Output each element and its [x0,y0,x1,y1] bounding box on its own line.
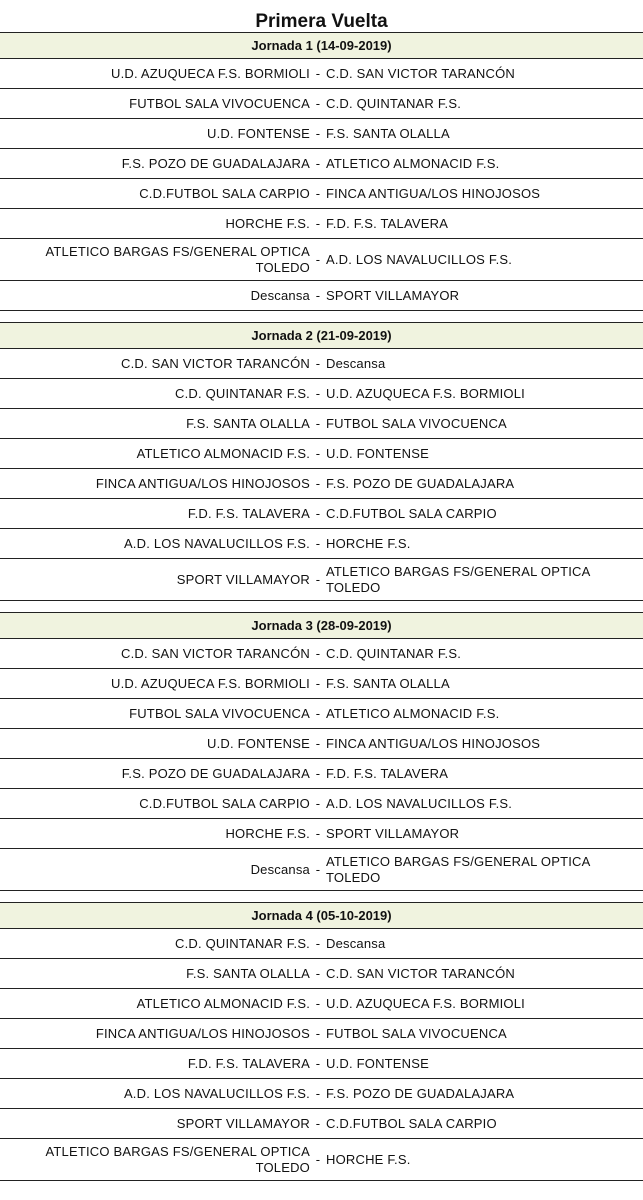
home-team: F.S. POZO DE GUADALAJARA [121,765,310,781]
match-row [0,559,643,601]
match-row [0,959,643,989]
away-team: U.D. AZUQUECA F.S. BORMIOLI [326,995,525,1011]
match-row [0,1079,643,1109]
match-row [0,409,643,439]
home-team: C.D. SAN VICTOR TARANCÓN [121,645,310,661]
home-team: HORCHE F.S. [225,215,310,231]
match-row [0,469,643,499]
away-team: C.D. SAN VICTOR TARANCÓN [326,65,515,81]
match-separator: - [315,1086,321,1101]
match-separator: - [315,216,321,231]
home-team: A.D. LOS NAVALUCILLOS F.S. [123,1085,310,1101]
home-team: FINCA ANTIGUA/LOS HINOJOSOS [95,475,310,491]
match-row [0,379,643,409]
match-row [0,1109,643,1139]
home-team: C.D.FUTBOL SALA CARPIO [139,795,310,811]
away-team: U.D. FONTENSE [326,445,429,461]
jornada-spacer [0,311,643,322]
home-team: Descansa [250,287,310,303]
match-separator: - [315,1152,321,1167]
home-team: A.D. LOS NAVALUCILLOS F.S. [123,535,310,551]
jornadas-list [0,32,643,1181]
away-team: U.D. FONTENSE [326,1055,429,1071]
match-row [0,1019,643,1049]
match-separator: - [315,476,321,491]
home-team: ATLETICO ALMONACID F.S. [136,445,310,461]
away-team: ATLETICO ALMONACID F.S. [326,155,500,171]
match-separator: - [315,252,321,267]
away-team: HORCHE F.S. [326,535,411,551]
away-team: ATLETICO ALMONACID F.S. [326,705,500,721]
away-team: ATLETICO BARGAS FS/GENERAL OPTICA TOLEDO [326,853,590,885]
match-row [0,119,643,149]
jornada-spacer [0,891,643,902]
jornada-spacer [0,601,643,612]
away-team: FINCA ANTIGUA/LOS HINOJOSOS [326,185,541,201]
match-separator: - [315,966,321,981]
match-separator: - [315,356,321,371]
match-row [0,639,643,669]
match-separator: - [315,766,321,781]
home-team: ATLETICO BARGAS FS/GENERAL OPTICA TOLEDO [45,243,310,275]
match-separator: - [315,936,321,951]
away-team: C.D.FUTBOL SALA CARPIO [326,505,497,521]
away-team: U.D. AZUQUECA F.S. BORMIOLI [326,385,525,401]
home-team: F.S. SANTA OLALLA [186,415,310,431]
home-team: F.S. SANTA OLALLA [186,965,310,981]
match-row [0,149,643,179]
jornada-header: Jornada 1 (14-09-2019) [0,32,643,59]
match-row [0,349,643,379]
away-team: SPORT VILLAMAYOR [326,287,460,303]
away-team: C.D.FUTBOL SALA CARPIO [326,1115,497,1131]
away-team: FUTBOL SALA VIVOCUENCA [326,1025,507,1041]
match-row [0,699,643,729]
match-separator: - [315,862,321,877]
away-team: FINCA ANTIGUA/LOS HINOJOSOS [326,735,541,751]
away-team: C.D. QUINTANAR F.S. [326,95,462,111]
match-row [0,281,643,311]
match-row [0,1049,643,1079]
home-team: SPORT VILLAMAYOR [176,1115,310,1131]
match-separator: - [315,446,321,461]
away-team: C.D. SAN VICTOR TARANCÓN [326,965,515,981]
home-team: C.D. QUINTANAR F.S. [174,935,310,951]
match-separator: - [315,288,321,303]
match-row [0,89,643,119]
away-team: C.D. QUINTANAR F.S. [326,645,462,661]
away-team: SPORT VILLAMAYOR [326,825,460,841]
jornada-block [0,32,643,311]
home-team: ATLETICO BARGAS FS/GENERAL OPTICA TOLEDO [45,1143,310,1175]
match-row [0,789,643,819]
home-team: C.D. QUINTANAR F.S. [174,385,310,401]
home-team: F.D. F.S. TALAVERA [187,505,310,521]
match-row [0,499,643,529]
match-separator: - [315,996,321,1011]
home-team: C.D.FUTBOL SALA CARPIO [139,185,310,201]
away-team: F.D. F.S. TALAVERA [326,215,449,231]
match-row [0,819,643,849]
match-row [0,179,643,209]
match-separator: - [315,126,321,141]
match-separator: - [315,572,321,587]
match-row [0,759,643,789]
home-team: U.D. FONTENSE [207,125,310,141]
match-separator: - [315,796,321,811]
home-team: FUTBOL SALA VIVOCUENCA [129,705,310,721]
match-row [0,439,643,469]
jornada-header: Jornada 3 (28-09-2019) [0,612,643,639]
away-team: A.D. LOS NAVALUCILLOS F.S. [326,795,513,811]
match-separator: - [315,676,321,691]
match-separator: - [315,536,321,551]
home-team: U.D. AZUQUECA F.S. BORMIOLI [111,675,310,691]
match-row [0,1139,643,1181]
match-row [0,729,643,759]
match-separator: - [315,646,321,661]
away-team: F.S. SANTA OLALLA [326,125,450,141]
home-team: FINCA ANTIGUA/LOS HINOJOSOS [95,1025,310,1041]
match-separator: - [315,416,321,431]
away-team: F.S. POZO DE GUADALAJARA [326,1085,515,1101]
match-row [0,209,643,239]
home-team: HORCHE F.S. [225,825,310,841]
match-separator: - [315,506,321,521]
match-separator: - [315,826,321,841]
match-row [0,929,643,959]
match-separator: - [315,736,321,751]
away-team: ATLETICO BARGAS FS/GENERAL OPTICA TOLEDO [326,563,590,595]
match-separator: - [315,1116,321,1131]
match-separator: - [315,186,321,201]
match-separator: - [315,96,321,111]
match-row [0,529,643,559]
page-title: Primera Vuelta [255,11,388,32]
home-team: U.D. FONTENSE [207,735,310,751]
away-team: F.S. SANTA OLALLA [326,675,450,691]
match-separator: - [315,706,321,721]
home-team: Descansa [250,861,310,877]
match-row [0,849,643,891]
home-team: FUTBOL SALA VIVOCUENCA [129,95,310,111]
away-team: F.D. F.S. TALAVERA [326,765,449,781]
match-row [0,59,643,89]
home-team: ATLETICO ALMONACID F.S. [136,995,310,1011]
jornada-header: Jornada 2 (21-09-2019) [0,322,643,349]
home-team: C.D. SAN VICTOR TARANCÓN [121,355,310,371]
jornada-header: Jornada 4 (05-10-2019) [0,902,643,929]
match-separator: - [315,386,321,401]
home-team: U.D. AZUQUECA F.S. BORMIOLI [111,65,310,81]
jornada-block [0,612,643,891]
jornada-block [0,322,643,601]
away-team: A.D. LOS NAVALUCILLOS F.S. [326,251,513,267]
jornada-block [0,902,643,1181]
match-row [0,239,643,281]
home-team: F.D. F.S. TALAVERA [187,1055,310,1071]
match-separator: - [315,1056,321,1071]
match-separator: - [315,1026,321,1041]
away-team: HORCHE F.S. [326,1151,411,1167]
away-team: Descansa [326,935,386,951]
away-team: Descansa [326,355,386,371]
home-team: SPORT VILLAMAYOR [176,571,310,587]
away-team: F.S. POZO DE GUADALAJARA [326,475,515,491]
match-row [0,989,643,1019]
away-team: FUTBOL SALA VIVOCUENCA [326,415,507,431]
match-separator: - [315,156,321,171]
home-team: F.S. POZO DE GUADALAJARA [121,155,310,171]
match-row [0,669,643,699]
match-separator: - [315,66,321,81]
